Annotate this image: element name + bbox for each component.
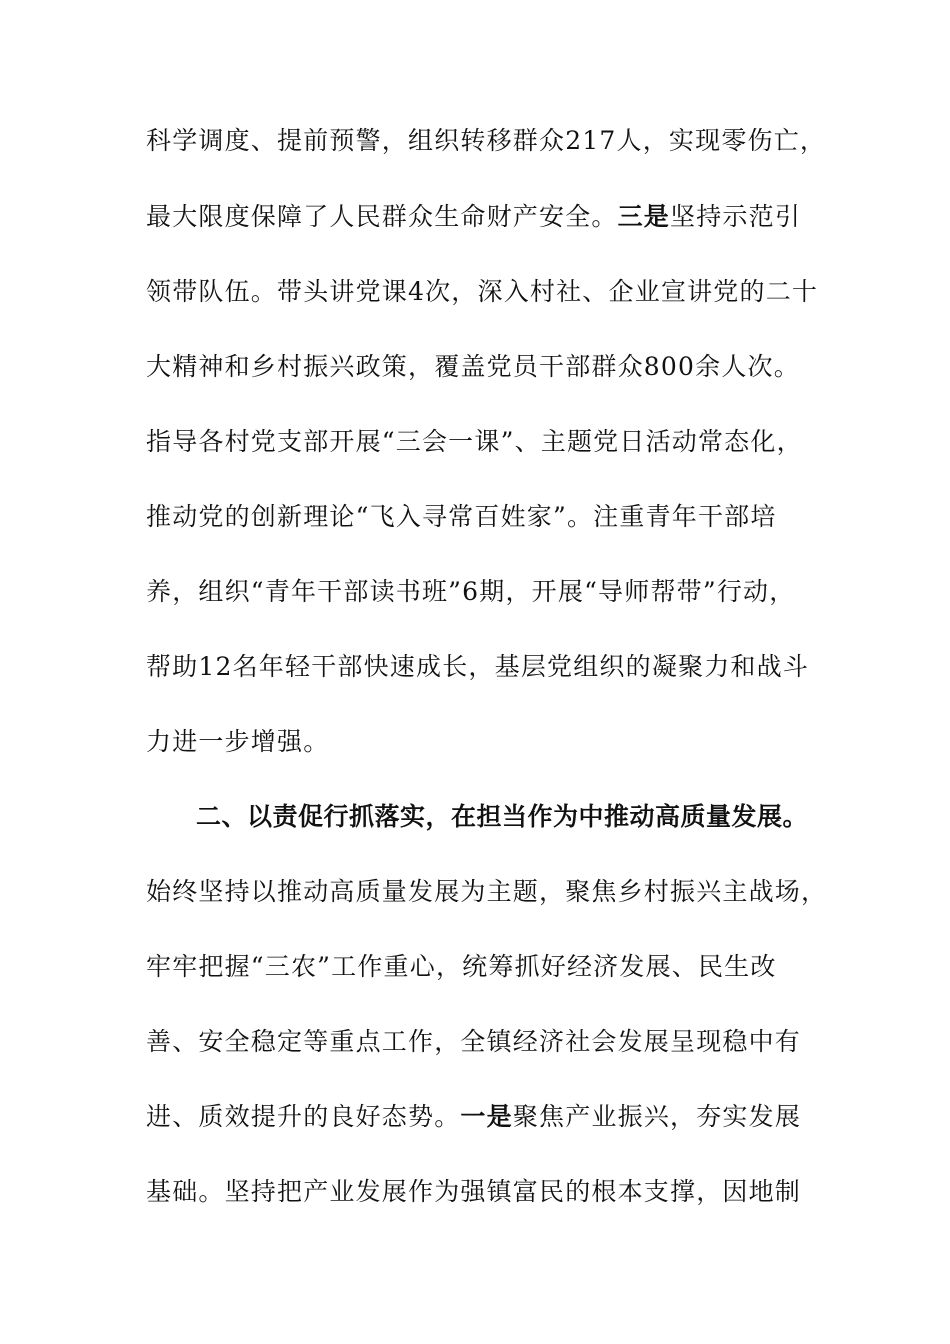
paragraph-line: 领带队伍。带头讲党课4次，深入村社、企业宣讲党的二十 bbox=[146, 277, 819, 306]
paragraph-line: 帮助12名年轻干部快速成长，基层党组织的凝聚力和战斗 bbox=[146, 652, 810, 681]
text-run: 进、质效提升的良好态势。 bbox=[146, 1102, 461, 1131]
paragraph-line bbox=[146, 197, 836, 237]
paragraph-line: 指导各村党支部开展“三会一课”、主题党日活动常态化， bbox=[146, 427, 803, 456]
text-run: 聚焦产业振兴，夯实发展 bbox=[512, 1102, 802, 1131]
paragraph-line: 推动党的创新理论“飞入寻常百姓家”。注重青年干部培 bbox=[146, 502, 777, 531]
paragraph-line: 基础。坚持把产业发展作为强镇富民的根本支撑，因地制 bbox=[146, 1177, 802, 1206]
emphasis-marker: 三是 bbox=[617, 202, 671, 231]
paragraph-line: 养，组织“青年干部读书班”6期，开展“导师帮带”行动， bbox=[146, 577, 796, 606]
paragraph-line: 大精神和乡村振兴政策，覆盖党员干部群众800余人次。 bbox=[146, 352, 800, 381]
paragraph-line: 善、安全稳定等重点工作，全镇经济社会发展呈现稳中有 bbox=[146, 1027, 802, 1056]
paragraph-line: 始终坚持以推动高质量发展为主题，聚焦乡村振兴主战场， bbox=[146, 877, 828, 906]
paragraph-line: 牢牢把握“三农”工作重心，统筹抓好经济发展、民生改 bbox=[146, 952, 777, 981]
paragraph-line: 力进一步增强。 bbox=[146, 727, 330, 756]
section-heading: 二、以责促行抓落实，在担当作为中推动高质量发展。 bbox=[196, 802, 809, 831]
text-run: 坚持示范引 bbox=[670, 202, 802, 231]
text-run: 最大限度保障了人民群众生命财产安全。 bbox=[146, 202, 618, 231]
paragraph-line bbox=[146, 1097, 836, 1137]
paragraph-line: 科学调度、提前预警，组织转移群众217人，实现零伤亡， bbox=[146, 126, 827, 155]
emphasis-marker: 一是 bbox=[460, 1102, 513, 1131]
